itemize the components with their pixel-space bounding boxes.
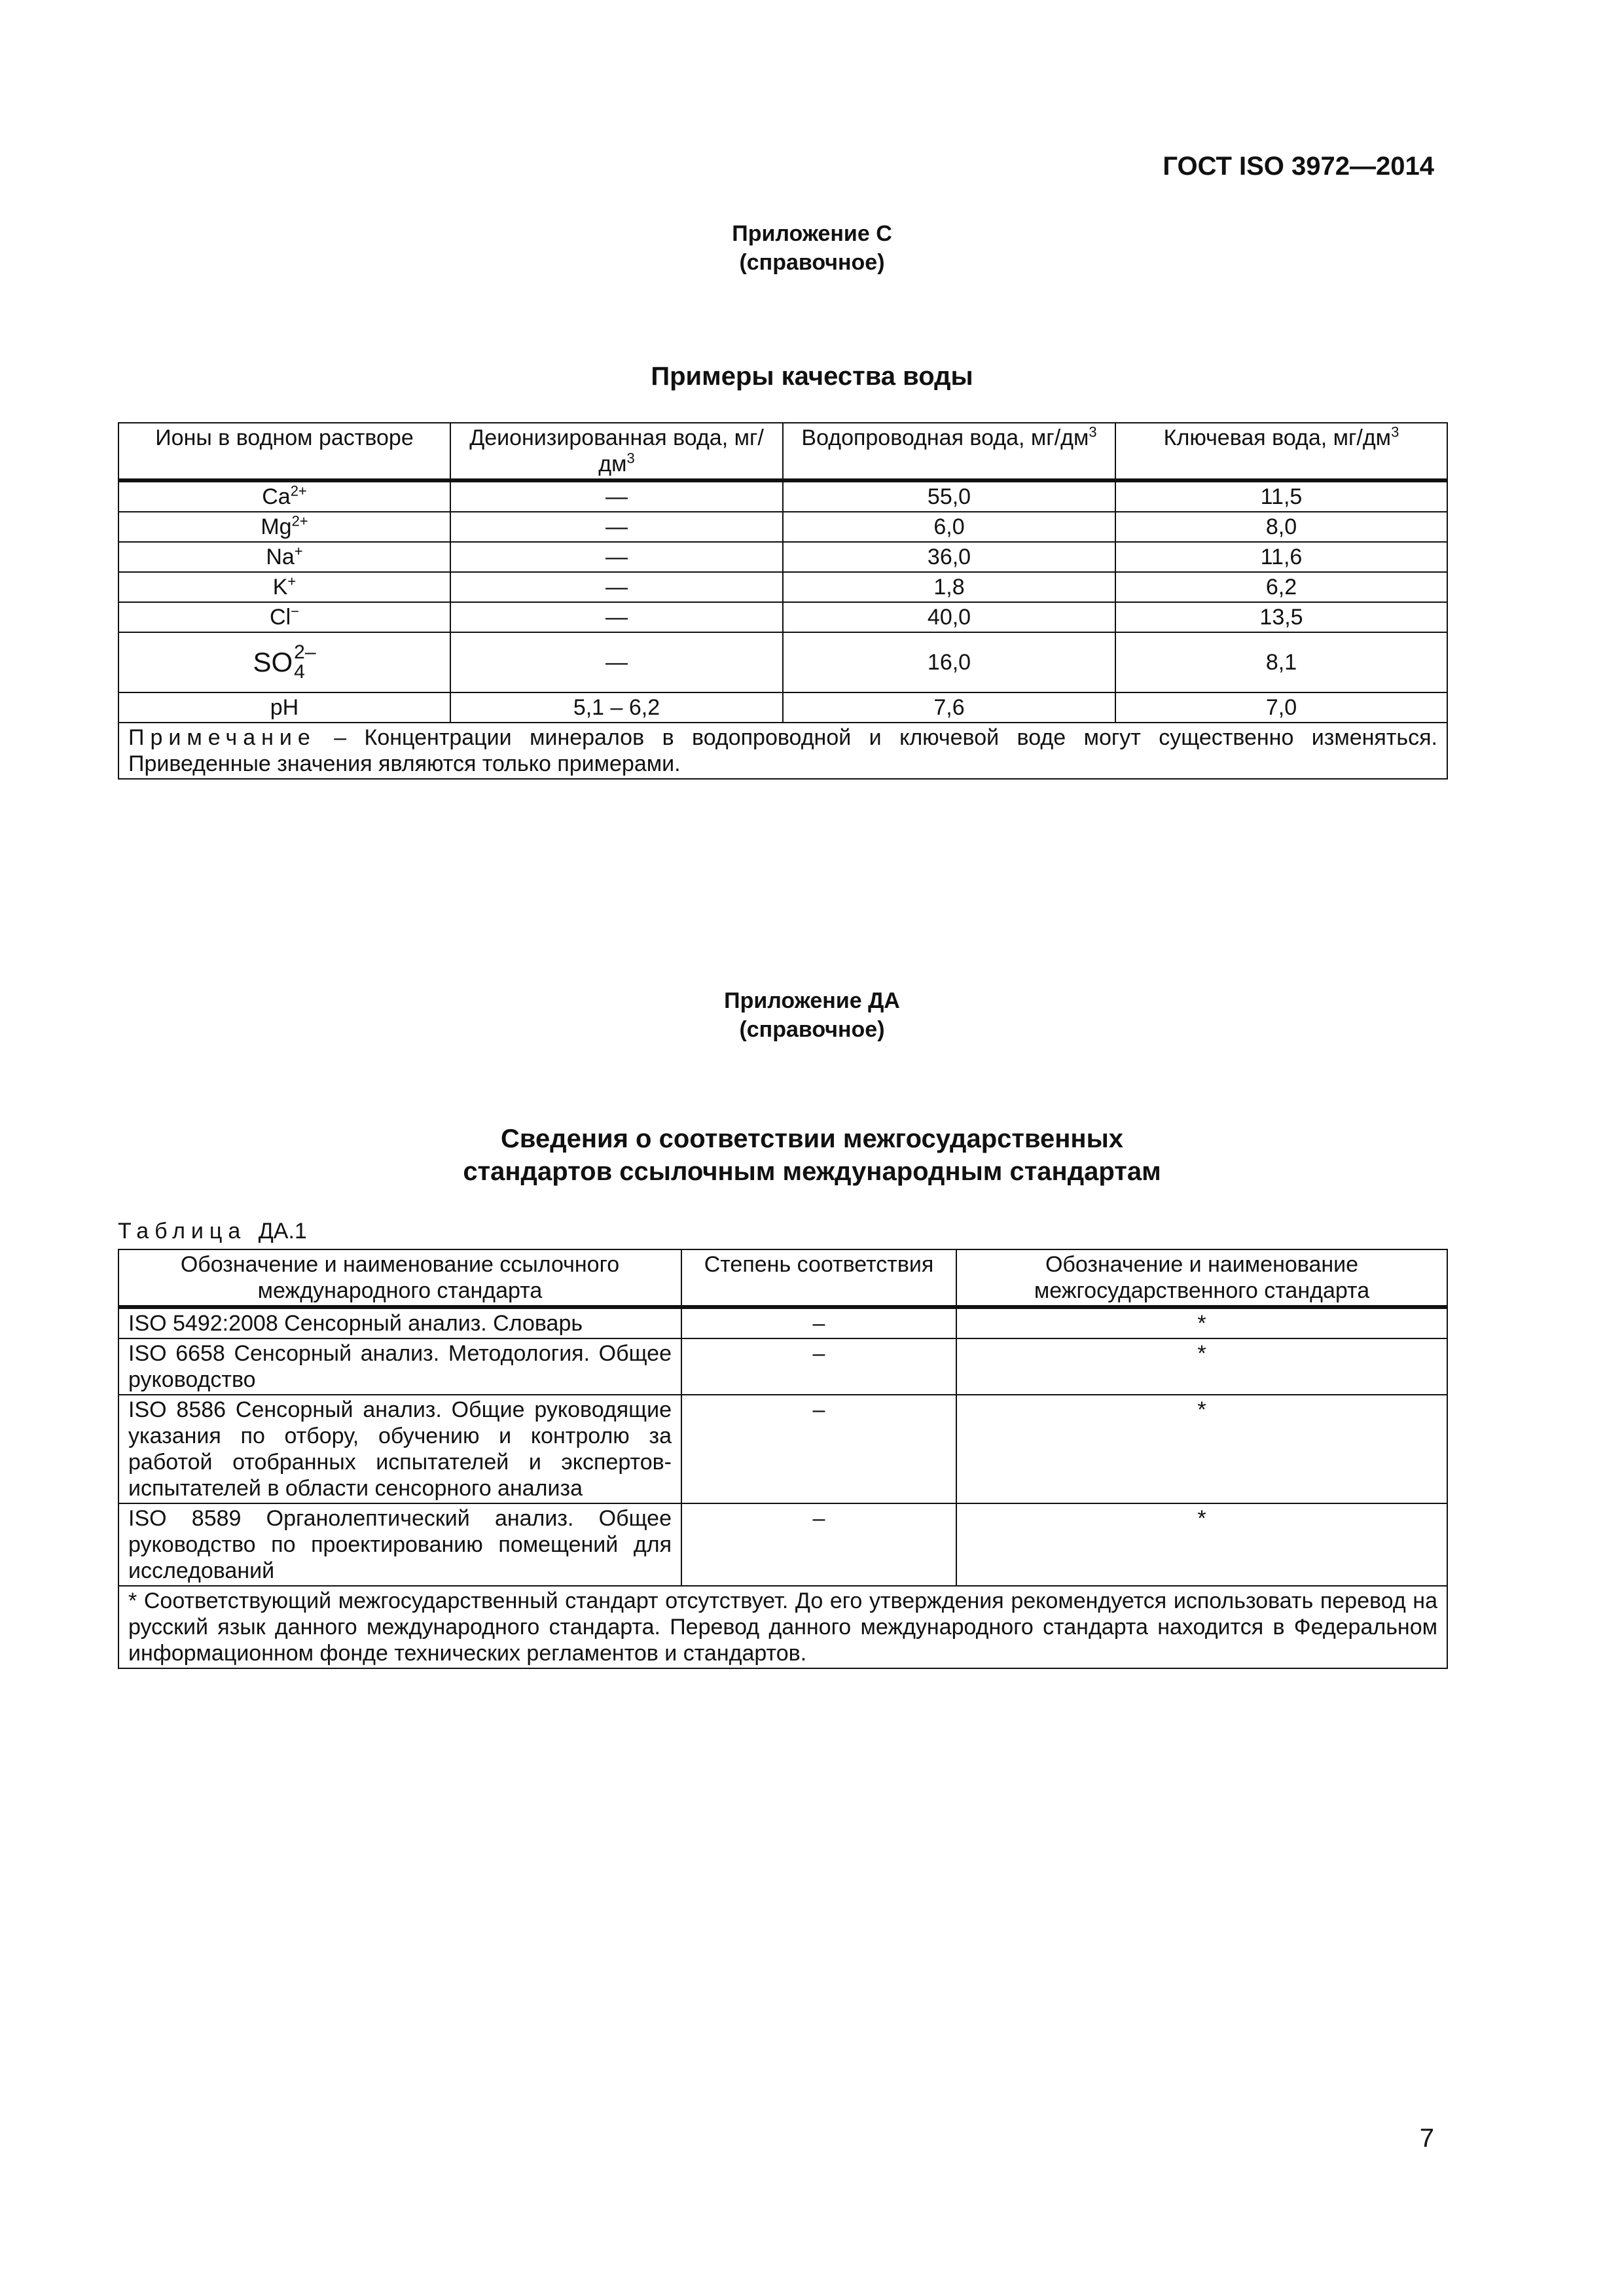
ion-cell: Na+ [118,542,450,572]
sulfate-formula: SO 2– 4 [253,641,316,683]
table-row [118,1338,1447,1395]
spring-value: 8,1 [1115,632,1447,692]
column-header-interstate: Обозначение и наименование межгосударственного стандарта [956,1249,1447,1307]
standard-cell: ISO 5492:2008 Сенсорный анализ. Словарь [118,1307,681,1338]
ion-cell: $Mg^{2+}$ [118,512,450,542]
table-label: Таблица ДА.1 [118,1219,307,1244]
tap-value: 40,0 [783,602,1115,632]
appendix-da-heading [0,986,1624,1044]
spring-value: 11,5 [1115,480,1447,512]
deionized-value: 5,1 – 6,2 [450,692,783,723]
tap-value: 36,0 [783,542,1115,572]
table-row [118,480,1447,512]
water-quality-title: Примеры качества воды [651,362,973,391]
interstate-cell: * [956,1307,1447,1338]
ion-cell: $Ca^{2+}$ [118,480,450,512]
appendix-da-title: Приложение ДА [724,988,900,1013]
standard-cell: ISO 8589 Органолептический анализ. Общее руководство по проектированию помещений для исследований [118,1503,681,1586]
table-row [118,1395,1447,1503]
tap-value: 16,0 [783,632,1115,692]
appendix-c-heading [0,219,1624,277]
table-row [118,572,1447,602]
ion-cell: K+ [118,572,450,602]
standards-table [118,1249,1448,1669]
standard-cell: ISO 6658 Сенсорный анализ. Методология. Общее руководство [118,1338,681,1395]
ion-cell [118,632,450,692]
column-header-international: Обозначение и наименование ссылочного международного стандарта [118,1249,681,1307]
table-row [118,1307,1447,1338]
table-note-row [118,723,1447,779]
column-header-tap: Водопроводная вода, $мг/дм^3$ [783,423,1115,480]
table-note [118,723,1447,779]
ion-cell: pH [118,692,450,723]
deionized-value: — [450,602,783,632]
table-row [118,1503,1447,1586]
water-table-header-row [118,423,1447,480]
degree-cell: – [681,1307,956,1338]
table-footnote: * Соответствующий межгосударственный стандарт отсутствует. До его утверждения рекомендуется использовать перевод на русский язык данного международного стандарта. Перевод данного международного стандарта находится в Федеральном информационном фонде технических регламентов и стандартов. [118,1586,1447,1668]
spring-value: 13,5 [1115,602,1447,632]
interstate-cell: * [956,1395,1447,1503]
tap-value: 6,0 [783,512,1115,542]
spring-value: 6,2 [1115,572,1447,602]
note-label: Примечание [128,725,316,750]
degree-cell: – [681,1338,956,1395]
table-row [118,512,1447,542]
ion-cell: Cl− [118,602,450,632]
appendix-c-title: Приложение С [732,221,892,246]
tap-value: 55,0 [783,480,1115,512]
document-code: ГОСТ ISO 3972—2014 [1163,152,1434,181]
deionized-value: — [450,572,783,602]
appendix-da-subtitle: (справочное) [739,1017,885,1042]
table-row [118,632,1447,692]
correspondence-title: Сведения о соответствии межгосударственных стандартов ссылочным международным стандартам [463,1124,1161,1186]
deionized-value: — [450,480,783,512]
table-row [118,692,1447,723]
deionized-value: — [450,632,783,692]
tap-value: 1,8 [783,572,1115,602]
deionized-value: — [450,542,783,572]
column-header-degree: Степень соответствия [681,1249,956,1307]
note-text: – Концентрации минералов в водопроводной и ключевой воде могут существенно изменяться. Приведенные значения являются только примерами. [128,725,1437,776]
column-header-spring: Ключевая вода, $мг/дм^3$ [1115,423,1447,480]
degree-cell: – [681,1503,956,1586]
water-quality-table [118,422,1448,780]
deionized-value: — [450,512,783,542]
interstate-cell: * [956,1338,1447,1395]
degree-cell: – [681,1395,956,1503]
column-header-ions: Ионы в водном растворе [118,423,450,480]
page-number: 7 [1419,2124,1434,2153]
table-row [118,602,1447,632]
standards-table-header-row [118,1249,1447,1307]
column-header-deionized: Деионизированная вода, $мг/дм^3$ [450,423,783,480]
interstate-cell: * [956,1503,1447,1586]
appendix-c-subtitle: (справочное) [739,250,885,275]
spring-value: 11,6 [1115,542,1447,572]
spring-value: 8,0 [1115,512,1447,542]
tap-value: 7,6 [783,692,1115,723]
standard-cell: ISO 8586 Сенсорный анализ. Общие руководящие указания по отбору, обучению и контролю за работой отобранных испытателей и экспертов-испытателей в области сенсорного анализа [118,1395,681,1503]
table-footnote-row [118,1586,1447,1668]
table-row [118,542,1447,572]
spring-value: 7,0 [1115,692,1447,723]
